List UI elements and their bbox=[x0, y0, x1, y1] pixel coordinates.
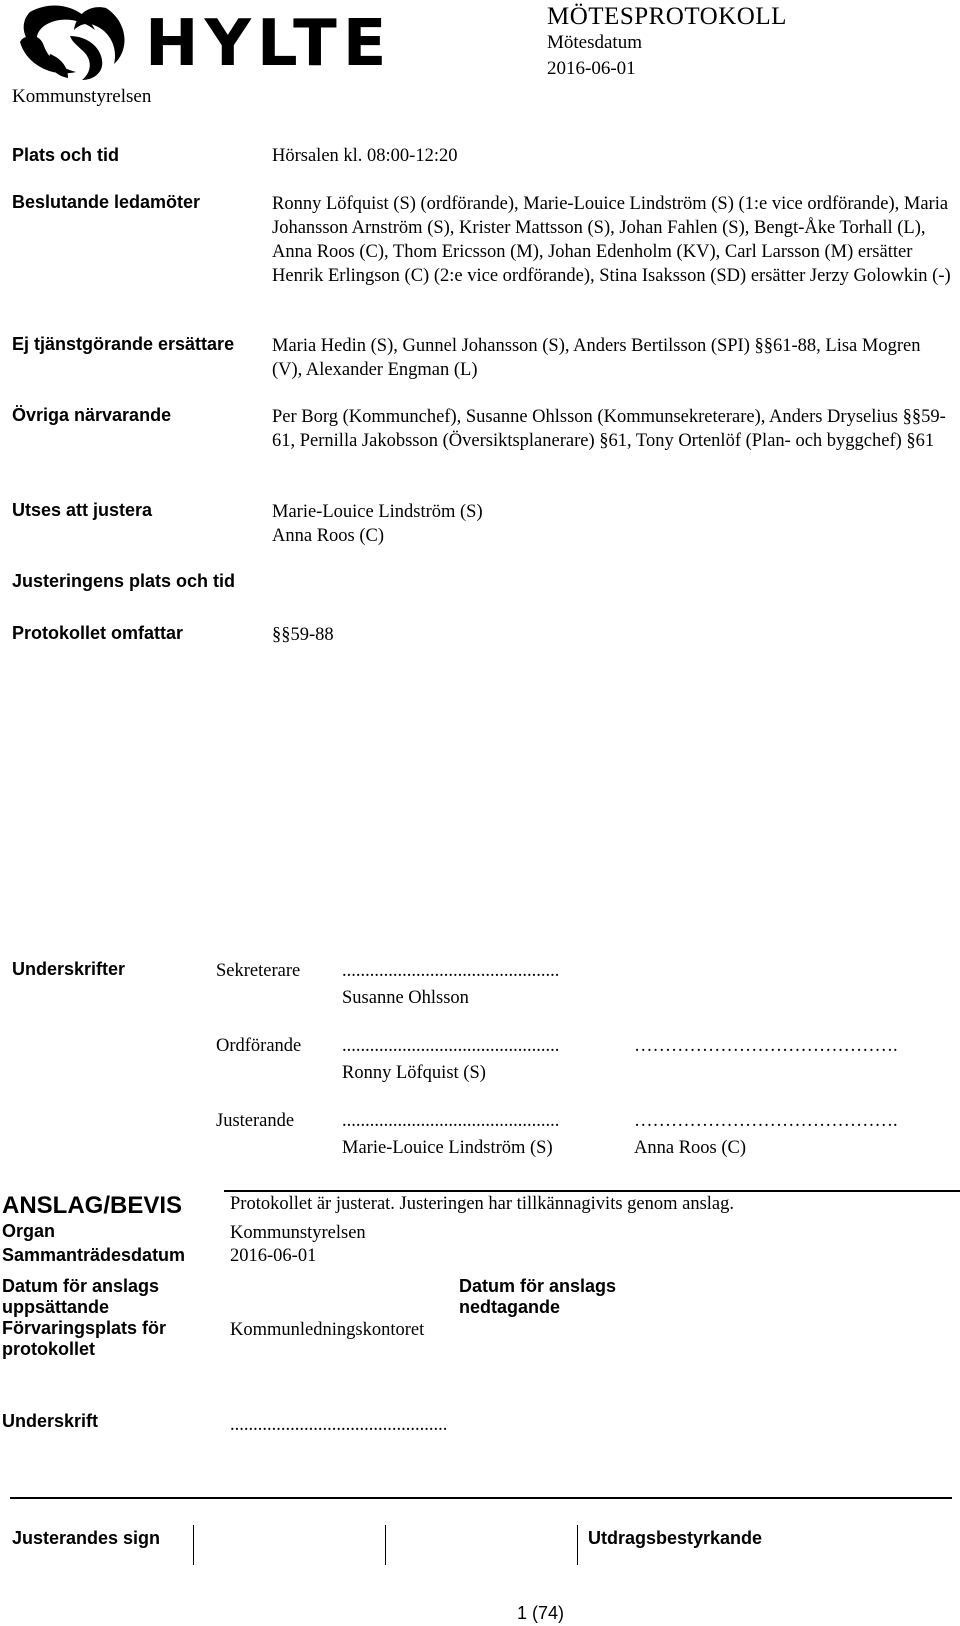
ersattare-value: Maria Hedin (S), Gunnel Johansson (S), Anders Bertilsson (SPI) §§61-88, Lisa Mogren (V), Alexander Engman (L) bbox=[272, 336, 921, 380]
ordforande-signature-line-right: ……………………………………. bbox=[634, 1036, 898, 1056]
sammantrade-label: Sammanträdesdatum bbox=[2, 1245, 186, 1265]
meeting-date-label: Mötesdatum bbox=[547, 32, 642, 53]
underskrift-signature-line: ............................................... bbox=[230, 1415, 448, 1435]
doc-type: MÖTESPROTOKOLL bbox=[547, 3, 787, 30]
organ-value: Kommunstyrelsen bbox=[230, 1223, 366, 1243]
anslag-title: ANSLAG/BEVIS bbox=[2, 1192, 183, 1219]
underskrifter-label: Underskrifter bbox=[12, 959, 126, 979]
utses-value-2: Anna Roos (C) bbox=[272, 526, 385, 546]
footer-divider bbox=[10, 1497, 952, 1499]
justerande-signature-line: ............................................... bbox=[342, 1111, 560, 1131]
sekreterare-role: Sekreterare bbox=[216, 961, 301, 981]
uppsattande-label-line-2: uppsättande bbox=[2, 1297, 110, 1317]
ordforande-signature-line: ............................................... bbox=[342, 1036, 560, 1056]
justerandes-sign-label: Justerandes sign bbox=[12, 1528, 161, 1548]
justerande-signature-line-right: ……………………………………. bbox=[634, 1111, 898, 1131]
justerande-name-2: Anna Roos (C) bbox=[634, 1138, 747, 1158]
beslutande-value: Ronny Löfquist (S) (ordförande), Marie-Louice Lindström (S) (1:e vice ordförande), Maria Johansson Arnström (S), Krister Mattsson (S), Johan Fahlen (S), Bengt-Åke Torhall (L), Anna Roos (C), Thom Ericsson (M), Johan Edenholm (KV), Carl Larsson (M) ersätter Henrik Erlingson (C) (2:e vice ordförande), Stina Isaksson (SD) ersätter Jerzy Golowkin (-) bbox=[272, 194, 951, 286]
utses-value-1: Marie-Louice Lindström (S) bbox=[272, 502, 483, 522]
uppsattande-label-line-1: Datum för anslags bbox=[2, 1276, 160, 1296]
ordforande-name: Ronny Löfquist (S) bbox=[342, 1063, 486, 1083]
utdragsbestyrkande-label: Utdragsbestyrkande bbox=[588, 1528, 763, 1548]
sign-box-divider-2 bbox=[385, 1525, 386, 1565]
omfattar-label: Protokollet omfattar bbox=[12, 623, 184, 643]
omfattar-value: §§59-88 bbox=[272, 625, 334, 645]
ovriga-label: Övriga närvarande bbox=[12, 405, 172, 425]
org-name: Kommunstyrelsen bbox=[12, 86, 152, 107]
plats-value: Hörsalen kl. 08:00-12:20 bbox=[272, 146, 458, 166]
justerande-role: Justerande bbox=[216, 1111, 295, 1131]
sekreterare-name: Susanne Ohlsson bbox=[342, 988, 469, 1008]
anslag-statement: Protokollet är justerat. Justeringen har tillkännagivits genom anslag. bbox=[230, 1194, 735, 1214]
logo-wordmark: HYLTE bbox=[145, 7, 393, 81]
plats-label: Plats och tid bbox=[12, 145, 120, 165]
logo bbox=[10, 2, 393, 82]
forvaring-label-line-2: protokollet bbox=[2, 1339, 95, 1359]
ersattare-label: Ej tjänstgörande ersättare bbox=[12, 334, 235, 354]
forvaring-label-line-1: Förvaringsplats för bbox=[2, 1318, 167, 1338]
justering-label: Justeringens plats och tid bbox=[12, 571, 236, 591]
nedtagande-label-line-1: Datum för anslags bbox=[459, 1276, 617, 1296]
justerande-name-1: Marie-Louice Lindström (S) bbox=[342, 1138, 553, 1158]
sekreterare-signature-line: ............................................... bbox=[342, 961, 560, 981]
forvaring-value: Kommunledningskontoret bbox=[230, 1320, 425, 1340]
page-number: 1 (74) bbox=[517, 1603, 565, 1623]
meeting-date-value: 2016-06-01 bbox=[547, 58, 636, 79]
utses-label: Utses att justera bbox=[12, 500, 153, 520]
nedtagande-label-line-2: nedtagande bbox=[459, 1297, 561, 1317]
organ-label: Organ bbox=[2, 1221, 56, 1241]
beslutande-label: Beslutande ledamöter bbox=[12, 192, 201, 212]
sammantrade-value: 2016-06-01 bbox=[230, 1246, 317, 1266]
hylte-logo-icon bbox=[10, 2, 140, 82]
sign-box-divider-3 bbox=[577, 1525, 578, 1565]
sign-box-divider-1 bbox=[193, 1525, 194, 1565]
ovriga-value: Per Borg (Kommunchef), Susanne Ohlsson (Kommunsekreterare), Anders Dryselius §§59-61, Pernilla Jakobsson (Översiktsplanerare) §61, Tony Ortenlöf (Plan- och byggchef) §61 bbox=[272, 407, 946, 451]
ordforande-role: Ordförande bbox=[216, 1036, 302, 1056]
underskrift-label: Underskrift bbox=[2, 1411, 99, 1431]
